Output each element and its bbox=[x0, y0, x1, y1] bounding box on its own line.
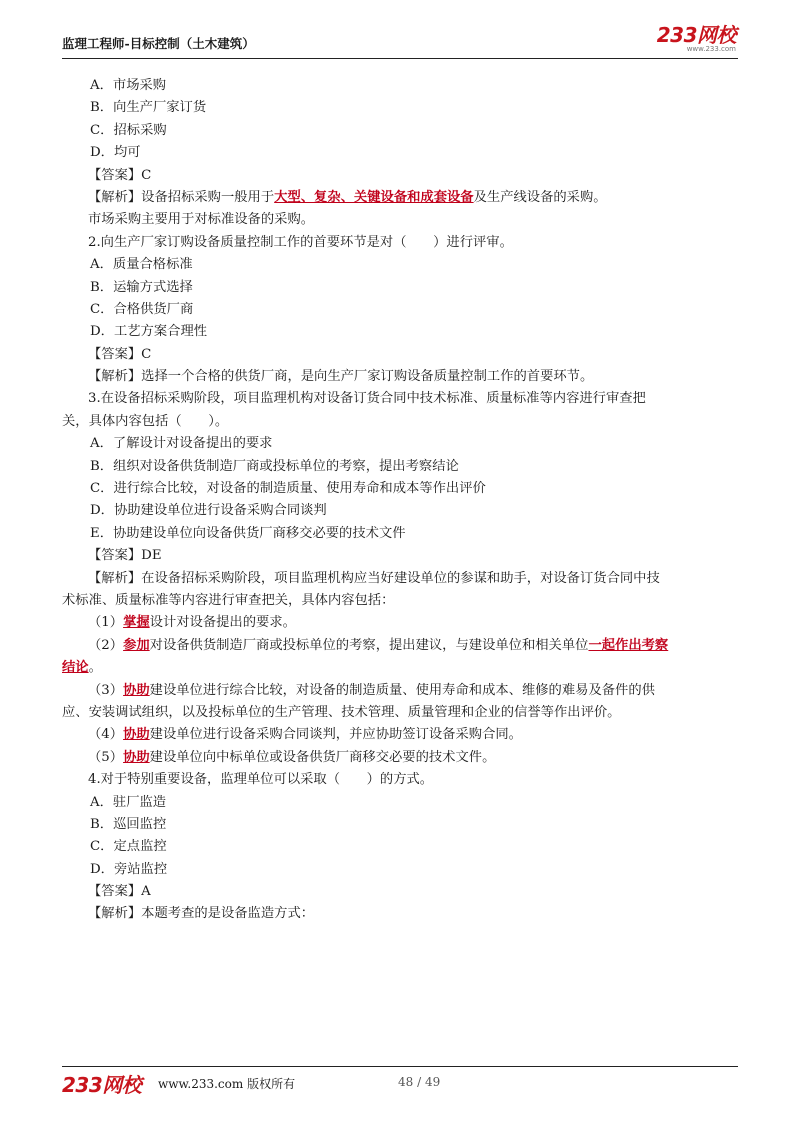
item-keyword-3: 结论 bbox=[62, 660, 89, 676]
q2-option-c: C．合格供货厂商 bbox=[90, 301, 194, 317]
q1-option-b: B．向生产厂家订货 bbox=[90, 100, 207, 116]
q2-stem: 2.向生产厂家订购设备质量控制工作的首要环节是对（ ）进行评审。 bbox=[88, 234, 513, 250]
q3-item-4 bbox=[62, 724, 740, 746]
footer-logo: 233网校 bbox=[62, 1073, 142, 1097]
q1-explanation bbox=[62, 187, 740, 209]
page-footer bbox=[62, 1066, 738, 1107]
q3-option-d: D．协助建设单位进行设备采购合同谈判 bbox=[90, 503, 327, 519]
q3-answer: 【答案】DE bbox=[88, 548, 162, 564]
q3-item-3 bbox=[62, 680, 740, 702]
q3-option-c: C．进行综合比较，对设备的制造质量、使用寿命和成本等作出评价 bbox=[90, 481, 486, 497]
item-text: 建设单位向中标单位或设备供货厂商移交必要的技术文件。 bbox=[149, 749, 496, 765]
item-text: 建设单位进行设备采购合同谈判，并应协助签订设备采购合同。 bbox=[149, 727, 522, 743]
brand-logo bbox=[657, 24, 736, 53]
q1-expl-text-end: 及生产线设备的采购。 bbox=[473, 189, 607, 205]
q1-expl-highlight: 大型、复杂、关键设备和成套设备 bbox=[274, 189, 474, 205]
item-num: （1） bbox=[88, 615, 124, 631]
footer-copyright: www.233.com 版权所有 bbox=[158, 1077, 296, 1091]
q3-explanation-line1: 【解析】在设备招标采购阶段，项目监理机构应当好建设单位的参谋和助手，对设备订货合同中技 bbox=[88, 570, 660, 586]
q3-item-3-cont: 应、安装调试组织，以及投标单位的生产管理、技术管理、质量管理和企业的信誉等作出评价。 bbox=[62, 704, 621, 720]
q3-item-5 bbox=[62, 747, 740, 769]
item-keyword: 协助 bbox=[123, 682, 150, 698]
q4-explanation: 【解析】本题考查的是设备监造方式： bbox=[88, 906, 315, 922]
q3-item-2 bbox=[62, 635, 740, 657]
q2-answer: 【答案】C bbox=[88, 346, 152, 362]
q1-option-a: A．市场采购 bbox=[90, 78, 167, 93]
q4-answer: 【答案】A bbox=[88, 884, 151, 900]
q3-option-a: A．了解设计对设备提出的要求 bbox=[90, 436, 273, 452]
q3-stem-line1: 3.在设备招标采购阶段，项目监理机构对设备订货合同中技术标准、质量标准等内容进行审查把 bbox=[88, 391, 646, 407]
q4-option-c: C．定点监控 bbox=[90, 839, 167, 855]
item-num: （3） bbox=[88, 682, 124, 698]
q4-option-a: A．驻厂监造 bbox=[90, 794, 167, 810]
q1-explanation-line2: 市场采购主要用于对标准设备的采购。 bbox=[88, 212, 315, 228]
q3-item-2-cont bbox=[62, 657, 740, 679]
q2-option-b: B．运输方式选择 bbox=[90, 279, 193, 295]
item-text: 对设备供货制造厂商或投标单位的考察，提出建议，与建设单位和相关单位 bbox=[149, 637, 589, 653]
q4-option-b: B．巡回监控 bbox=[90, 816, 167, 832]
q3-item-1 bbox=[62, 612, 740, 634]
q1-answer: 【答案】C bbox=[88, 167, 152, 183]
logo-text: 233网校 bbox=[656, 23, 736, 47]
q3-option-b: B．组织对设备供货制造厂商或投标单位的考察，提出考察结论 bbox=[90, 458, 459, 474]
item-num: （2） bbox=[88, 637, 124, 653]
q3-stem-line2: 关，具体内容包括（ ）。 bbox=[62, 413, 229, 429]
item-text: 设计对设备提出的要求。 bbox=[149, 615, 296, 631]
q1-option-d: D．均可 bbox=[90, 145, 141, 161]
item-num: （5） bbox=[88, 749, 124, 765]
q1-option-c: C．招标采购 bbox=[90, 122, 167, 138]
q2-option-d: D．工艺方案合理性 bbox=[90, 324, 208, 340]
q4-stem: 4.对于特别重要设备，监理单位可以采取（ ）的方式。 bbox=[88, 772, 434, 788]
item-keyword: 掌握 bbox=[123, 615, 150, 631]
item-keyword: 协助 bbox=[123, 749, 150, 765]
q3-option-e: E．协助建设单位向设备供货厂商移交必要的技术文件 bbox=[90, 525, 406, 541]
item-keyword: 参加 bbox=[123, 637, 150, 653]
item-text-end: 。 bbox=[88, 660, 102, 676]
q2-option-a: A．质量合格标准 bbox=[90, 257, 193, 273]
q1-expl-text: 【解析】设备招标采购一般用于 bbox=[88, 189, 275, 205]
q4-option-d: D．旁站监控 bbox=[90, 861, 168, 877]
page-number: 48 / 49 bbox=[398, 1075, 441, 1089]
document-body bbox=[62, 75, 740, 926]
item-keyword: 协助 bbox=[123, 727, 150, 743]
q3-explanation-line2: 术标准、质量标准等内容进行审查把关，具体内容包括： bbox=[62, 592, 395, 608]
logo-url: www.233.com bbox=[686, 45, 736, 53]
item-text: 建设单位进行综合比较，对设备的制造质量、使用寿命和成本、维修的难易及备件的供 bbox=[149, 682, 655, 698]
item-keyword-2: 一起作出考察 bbox=[588, 637, 669, 653]
document-title: 监理工程师-目标控制（土木建筑） bbox=[62, 36, 255, 51]
item-num: （4） bbox=[88, 727, 124, 743]
q2-explanation: 【解析】选择一个合格的供货厂商，是向生产厂家订购设备质量控制工作的首要环节。 bbox=[88, 369, 594, 385]
page-header bbox=[62, 23, 738, 59]
